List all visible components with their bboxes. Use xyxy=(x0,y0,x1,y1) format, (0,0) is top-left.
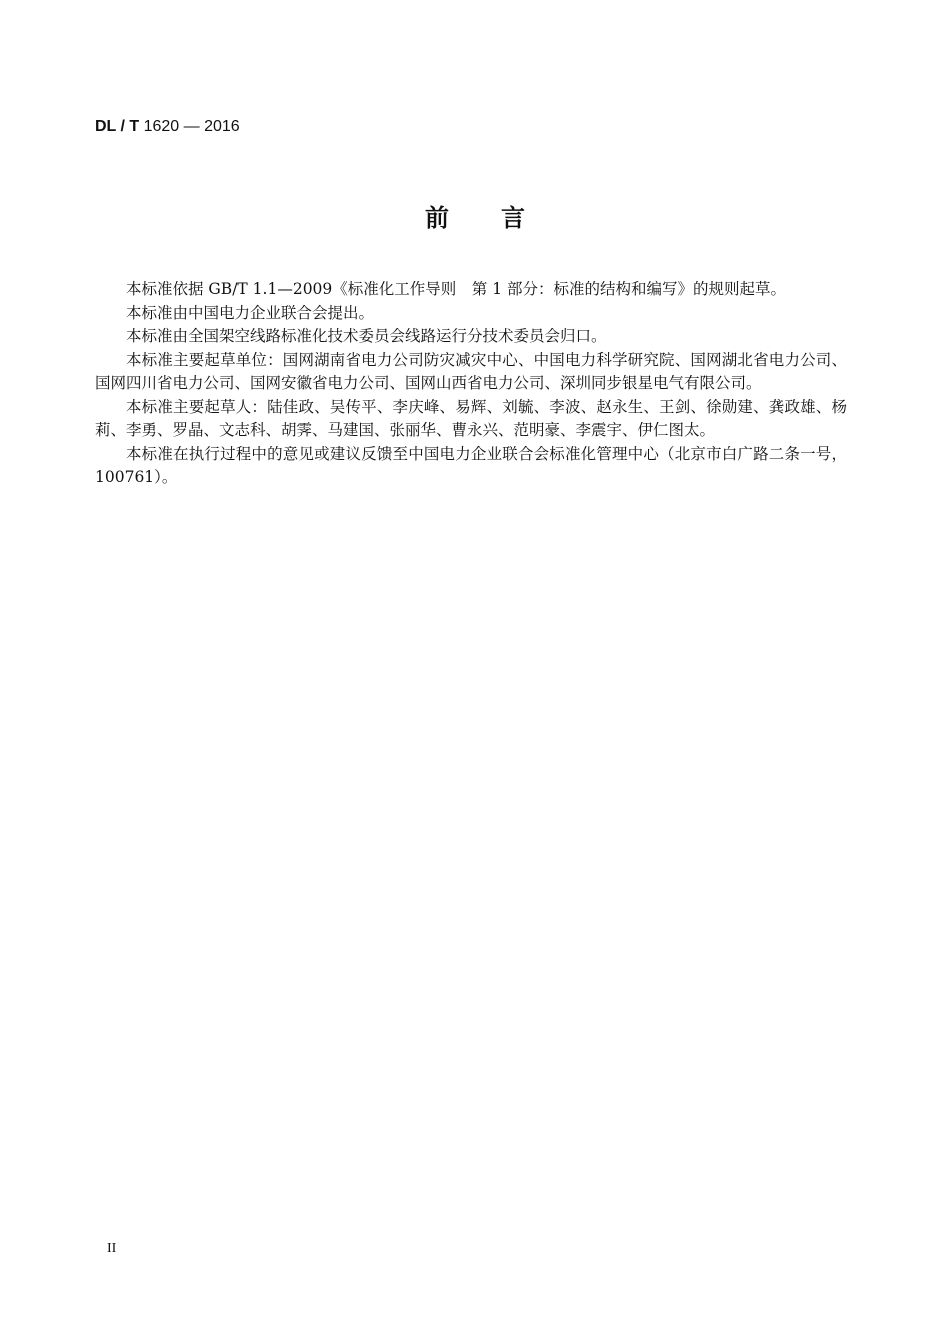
page-number: II xyxy=(107,1241,117,1256)
document-code-prefix: DL / T xyxy=(95,118,140,135)
paragraph-proposed-by: 本标准由中国电力企业联合会提出。 xyxy=(126,303,375,322)
document-code xyxy=(95,118,240,136)
paragraph-drafting-units: 本标准主要起草单位：国网湖南省电力公司防灾减灾中心、中国电力科学研究院、国网湖北省电力公司、国网四川省电力公司、国网安徽省电力公司、国网山西省电力公司、深圳同步银星电气有限公司。 xyxy=(95,350,847,392)
foreword-body xyxy=(95,278,847,490)
paragraph-feedback: 本标准在执行过程中的意见或建议反馈至中国电力企业联合会标准化管理中心（北京市白广路二条一号，100761）。 xyxy=(95,444,847,486)
paragraph-drafters: 本标准主要起草人：陆佳政、吴传平、李庆峰、易辉、刘毓、李波、赵永生、王剑、徐勋建、龚政雄、杨莉、李勇、罗晶、文志科、胡霁、马建国、张丽华、曹永兴、范明豪、李震宇、伊仁图太。 xyxy=(95,397,847,439)
paragraph-responsible-committee: 本标准由全国架空线路标准化技术委员会线路运行分技术委员会归口。 xyxy=(126,327,607,345)
section-title: 前言 xyxy=(425,204,577,232)
paragraph-drafting-rules: 本标准依据 GB/T 1.1—2009《标准化工作导则 第 1 部分：标准的结构和编写》的规则起草。 xyxy=(126,280,787,298)
document-code-number: 1620 — 2016 xyxy=(139,118,240,135)
